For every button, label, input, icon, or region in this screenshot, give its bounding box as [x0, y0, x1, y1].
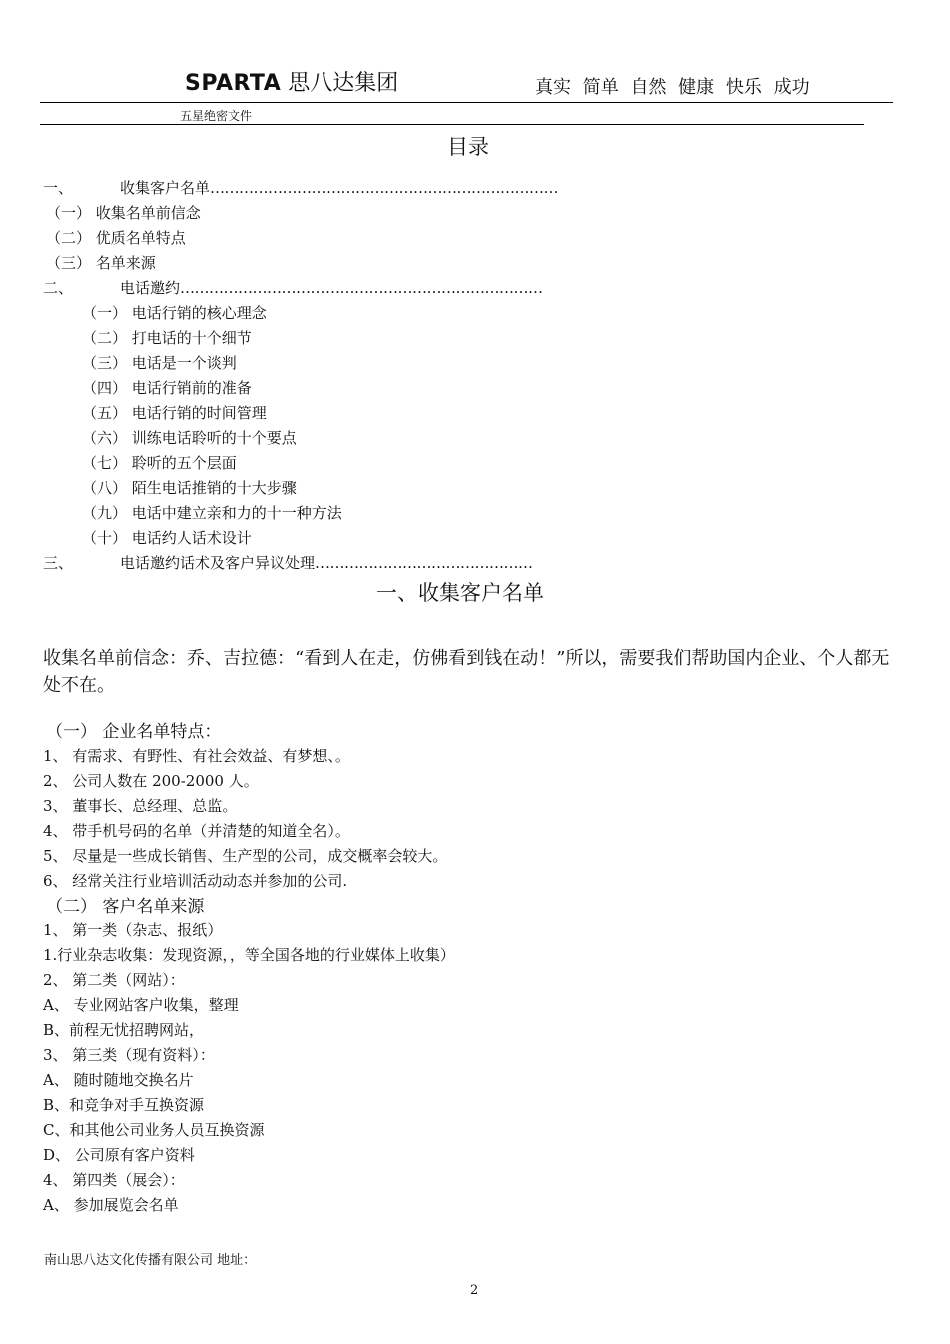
list-item: 4、 带手机号码的名单（并清楚的知道全名）。 [43, 822, 350, 840]
toc-entry-text: 陌生电话推销的十大步骤 [131, 479, 297, 497]
list-item: A、 参加展览会名单 [43, 1196, 179, 1214]
toc-entry-number: （三） [82, 354, 128, 372]
list-item: B、前程无忧招聘网站， [43, 1021, 205, 1039]
toc-entry [82, 377, 252, 398]
toc-entry [82, 427, 297, 448]
header-rule-bottom [40, 124, 864, 125]
toc-entry-text: 优质名单特点 [95, 229, 186, 247]
toc-entry-number: （五） [82, 404, 128, 422]
list-item: A、 专业网站客户收集，整理 [43, 996, 239, 1014]
toc-entry-number: （一） [46, 204, 92, 222]
toc-entry-text: 电话行销的核心理念 [131, 304, 267, 322]
toc-entry-text: 收集客户名单 [120, 179, 211, 197]
list-item: 2、 第二类（网站）： [43, 971, 185, 989]
list-item: 1、 有需求、有野性、有社会效益、有梦想、。 [43, 747, 350, 765]
toc-entry-number: （三） [46, 254, 92, 272]
toc-title: 目录 [447, 135, 489, 159]
list-item: 3、 第三类（现有资料）： [43, 1046, 215, 1064]
toc-entry-text: 电话行销前的准备 [131, 379, 252, 397]
subheading-traits: （一） 企业名单特点： [46, 722, 222, 742]
toc-entry-number: （二） [46, 229, 92, 247]
toc-entry [46, 227, 186, 248]
toc-entry-number: （六） [82, 429, 128, 447]
brand-title [185, 66, 398, 97]
toc-entry-number: （九） [82, 504, 128, 522]
header-rule-top [40, 102, 893, 103]
toc-leader-dots: ………………………………………………………………… [180, 279, 543, 297]
toc-entry-text: 电话约人话术设计 [131, 529, 252, 547]
toc-entry [82, 452, 237, 473]
secret-label: 五星绝密文件 [180, 109, 253, 123]
list-item: D、 公司原有客户资料 [43, 1146, 195, 1164]
toc-entry-text: 收集名单前信念 [95, 204, 201, 222]
list-item: B、和竞争对手互换资源 [43, 1096, 205, 1114]
toc-entry [82, 402, 267, 423]
toc-entry-number: （二） [82, 329, 128, 347]
toc-entry [82, 302, 267, 323]
toc-entry-number: （十） [82, 529, 128, 547]
toc-entry-text: 训练电话聆听的十个要点 [131, 429, 297, 447]
list-item: 3、 董事长、总经理、总监。 [43, 797, 238, 815]
toc-entry-text: 电话邀约话术及客户异议处理 [120, 554, 316, 572]
toc-entry-number: 一、 [43, 179, 74, 197]
toc-entry [82, 327, 252, 348]
list-item: 6、 经常关注行业培训活动动态并参加的公司. [43, 872, 348, 890]
brand-english: SPARTA [185, 71, 282, 96]
intro-paragraph: 收集名单前信念：乔、吉拉德：“看到人在走，仿佛看到钱在动！”所以，需要我们帮助国内企业、个人都无处不在。 [43, 648, 890, 696]
toc-entry [82, 502, 342, 523]
list-item: 4、 第四类（展会）： [43, 1171, 185, 1189]
toc-entry-text: 电话是一个谈判 [131, 354, 237, 372]
toc-entry-text: 名单来源 [95, 254, 156, 272]
toc-entry-number: （一） [82, 304, 128, 322]
toc-entry [46, 252, 156, 273]
list-item: A、 随时随地交换名片 [43, 1071, 194, 1089]
toc-entry-number: （七） [82, 454, 128, 472]
toc-entry-number: 三、 [43, 554, 74, 572]
list-item: 5、 尽量是一些成长销售、生产型的公司，成交概率会较大。 [43, 847, 448, 865]
toc-entry-text: 打电话的十个细节 [131, 329, 252, 347]
toc-entry-text: 电话行销的时间管理 [131, 404, 267, 422]
toc-entry [82, 527, 252, 548]
section-heading: 一、收集客户名单 [376, 581, 544, 605]
toc-entry [43, 552, 533, 573]
slogan: 真实 简单 自然 健康 快乐 成功 [535, 77, 810, 98]
toc-entry-text: 聆听的五个层面 [131, 454, 237, 472]
list-item: C、和其他公司业务人员互换资源 [43, 1121, 265, 1139]
list-item: 1.行业杂志收集：发现资源，，等全国各地的行业媒体上收集） [43, 946, 455, 964]
brand-chinese: 思八达集团 [288, 71, 399, 96]
toc-leader-dots: ……………………………………………………………… [210, 179, 559, 197]
toc-entry [43, 177, 558, 198]
toc-entry-text: 电话邀约 [120, 279, 181, 297]
toc-entry-text: 电话中建立亲和力的十一种方法 [131, 504, 342, 522]
toc-entry-number: 二、 [43, 279, 74, 297]
list-item: 1、 第一类（杂志、报纸） [43, 921, 223, 939]
page-number: 2 [470, 1283, 479, 1298]
toc-leader-dots: ……………………………………… [315, 554, 533, 572]
subheading-sources: （二） 客户名单来源 [46, 897, 205, 917]
toc-entry [82, 352, 237, 373]
footer-company: 南山思八达文化传播有限公司 地址： [44, 1253, 257, 1268]
toc-entry [46, 202, 201, 223]
toc-entry-number: （四） [82, 379, 128, 397]
toc-entry [82, 477, 297, 498]
list-item: 2、 公司人数在 200-2000 人。 [43, 772, 259, 790]
toc-entry-number: （八） [82, 479, 128, 497]
toc-entry [43, 277, 543, 298]
